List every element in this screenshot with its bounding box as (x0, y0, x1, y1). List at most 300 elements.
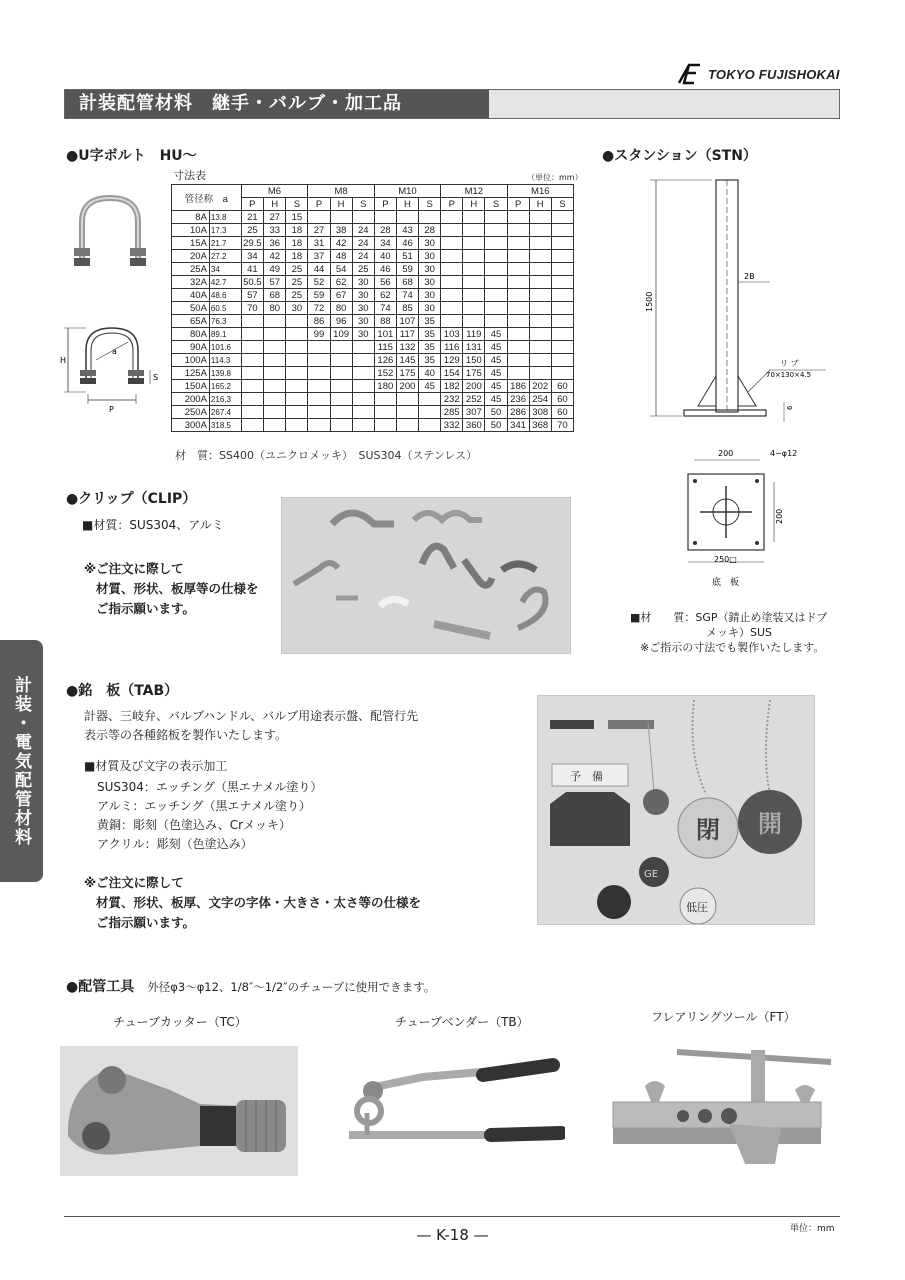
dimension-cell (264, 354, 286, 367)
dimension-cell (551, 250, 573, 263)
nominal-size-cell: 8A (172, 211, 210, 224)
dimension-cell (485, 237, 507, 250)
stanchion-heading: ●スタンション（STN） (602, 148, 757, 164)
dimension-cell: 202 (529, 380, 551, 393)
dimension-cell: 45 (485, 354, 507, 367)
dimension-cell (308, 354, 330, 367)
outer-diameter-cell: 48.6 (209, 289, 241, 302)
dimension-cell: 35 (419, 341, 441, 354)
dimension-cell (551, 276, 573, 289)
dimension-cell: 30 (352, 328, 374, 341)
dimension-cell (463, 302, 485, 315)
stanchion-rib-label: リ ブ (780, 359, 799, 368)
dimension-cell (463, 237, 485, 250)
dimension-cell: 29.5 (241, 237, 264, 250)
dimension-cell (463, 250, 485, 263)
dimension-cell: 45 (485, 367, 507, 380)
stanchion-dim-thickness: 6 (786, 405, 794, 410)
dimension-cell (507, 224, 529, 237)
dimension-cell (330, 211, 352, 224)
page-title: 計装配管材料 継手・バルブ・加工品 (65, 90, 489, 118)
dimension-cell (529, 328, 551, 341)
dimension-cell: 60 (551, 406, 573, 419)
dimension-cell (352, 380, 374, 393)
table-row (172, 276, 574, 289)
stanchion-material-l2: メッキ）SUS (706, 626, 773, 639)
dimension-cell (441, 276, 463, 289)
dimension-cell: 27 (308, 224, 330, 237)
outer-diameter-cell: 42.7 (209, 276, 241, 289)
dimension-cell (352, 211, 374, 224)
ubolt-dimension-diagram (60, 318, 170, 418)
dimension-cell: 50.5 (241, 276, 264, 289)
ubolt-subheader-cell: H (330, 198, 352, 211)
outer-diameter-cell: 267.4 (209, 406, 241, 419)
dimension-cell: 25 (286, 289, 308, 302)
dimension-cell (330, 406, 352, 419)
outer-diameter-cell: 76.3 (209, 315, 241, 328)
table-row (172, 250, 574, 263)
tab-desc-line1: 計器、三岐弁、バルブハンドル、バルブ用途表示盤、配管行先 (84, 709, 419, 723)
dimension-cell (396, 406, 418, 419)
dimension-cell: 25 (286, 263, 308, 276)
table-row (172, 367, 574, 380)
tool-label-cutter: チューブカッター（TC） (113, 1015, 247, 1029)
dimension-cell: 200 (463, 380, 485, 393)
dimension-cell: 80 (264, 302, 286, 315)
dimension-cell (374, 419, 396, 432)
tab-spec-title: ■材質及び文字の表示加工 (84, 759, 228, 773)
dimension-cell (396, 393, 418, 406)
nominal-size-cell: 32A (172, 276, 210, 289)
dimension-cell (441, 211, 463, 224)
dimension-cell (308, 211, 330, 224)
title-bar-fill (489, 90, 839, 118)
outer-diameter-cell: 114.3 (209, 354, 241, 367)
dimension-cell: 18 (286, 237, 308, 250)
nominal-size-cell: 20A (172, 250, 210, 263)
dimension-cell: 43 (396, 224, 418, 237)
clip-note-line2: ご指示願います。 (96, 601, 196, 616)
table-row (172, 380, 574, 393)
table-row (172, 289, 574, 302)
dimension-cell: 45 (485, 328, 507, 341)
ubolt-subheader-cell: P (241, 198, 264, 211)
dimension-cell: 68 (396, 276, 418, 289)
tab-spec-item: SUS304：エッチング（黒エナメル塗り） (97, 780, 323, 794)
dimension-cell: 232 (441, 393, 463, 406)
stanchion-diagram (620, 170, 840, 600)
nominal-size-cell: 40A (172, 289, 210, 302)
dimension-cell (485, 263, 507, 276)
dimension-cell: 332 (441, 419, 463, 432)
dimension-cell (463, 224, 485, 237)
tab-note-line1: 材質、形状、板厚、文字の字体・大きさ・太さ等の仕様を (96, 895, 422, 910)
dimension-cell (485, 211, 507, 224)
table-row (172, 328, 574, 341)
outer-diameter-cell: 165.2 (209, 380, 241, 393)
dimension-cell (264, 367, 286, 380)
dimension-cell: 52 (308, 276, 330, 289)
tools-description: 外径φ3〜φ12、1/8″〜1/2″のチューブに使用できます。 (147, 980, 436, 994)
dimension-cell: 38 (330, 224, 352, 237)
dimension-cell: 150 (463, 354, 485, 367)
dimension-cell: 74 (374, 302, 396, 315)
dimension-cell: 116 (441, 341, 463, 354)
dimension-cell (551, 224, 573, 237)
outer-diameter-cell: 216.3 (209, 393, 241, 406)
dimension-cell (529, 250, 551, 263)
dimension-cell: 117 (396, 328, 418, 341)
dimension-cell (441, 250, 463, 263)
tab-spec-item: アルミ：エッチング（黒エナメル塗り） (97, 799, 311, 813)
dimension-cell: 34 (241, 250, 264, 263)
dimension-cell: 34 (374, 237, 396, 250)
dimension-cell: 96 (330, 315, 352, 328)
side-category-label: 計装・電気配管材料 (11, 675, 31, 847)
dimension-cell (286, 367, 308, 380)
dimension-cell (286, 354, 308, 367)
dimension-cell: 154 (441, 367, 463, 380)
dimension-cell: 107 (396, 315, 418, 328)
outer-diameter-cell: 60.5 (209, 302, 241, 315)
dimension-cell (441, 224, 463, 237)
table-row (172, 354, 574, 367)
dimension-cell (374, 211, 396, 224)
tool-label-flaring: フレアリングツール（FT） (651, 1010, 796, 1024)
dimension-cell: 182 (441, 380, 463, 393)
outer-diameter-cell: 101.6 (209, 341, 241, 354)
dimension-cell (241, 328, 264, 341)
dimension-cell (507, 341, 529, 354)
tab-spec-item: アクリル：彫刻（色塗込み） (97, 837, 253, 851)
dimension-cell (529, 315, 551, 328)
dimension-cell: 30 (419, 276, 441, 289)
table-row (172, 393, 574, 406)
dimension-cell: 175 (396, 367, 418, 380)
plate-text-low-pressure: 低圧 (686, 901, 708, 914)
dimension-cell: 30 (419, 302, 441, 315)
dimension-cell (529, 237, 551, 250)
dimension-cell (352, 406, 374, 419)
outer-diameter-cell: 34 (209, 263, 241, 276)
dimension-cell: 86 (308, 315, 330, 328)
dimension-cell (241, 419, 264, 432)
nominal-size-cell: 10A (172, 224, 210, 237)
dimension-cell: 35 (419, 315, 441, 328)
dimension-cell (264, 315, 286, 328)
dimension-cell (241, 406, 264, 419)
dimension-cell: 62 (330, 276, 352, 289)
dimension-cell (507, 237, 529, 250)
dimension-cell (507, 263, 529, 276)
ubolt-subheader-cell: S (485, 198, 507, 211)
dimension-cell: 40 (374, 250, 396, 263)
ubolt-header-group: M12 (441, 185, 507, 198)
ubolt-dimension-table (171, 184, 574, 432)
stanchion-note: ※ご指示の寸法でも製作いたします。 (640, 641, 825, 654)
dimension-cell (286, 315, 308, 328)
dimension-cell (551, 237, 573, 250)
dimension-cell (241, 380, 264, 393)
dimension-cell (330, 341, 352, 354)
stanchion-dim-2b: 2B (744, 272, 755, 281)
dimension-cell (352, 367, 374, 380)
dimension-cell (286, 341, 308, 354)
dimension-cell (551, 302, 573, 315)
dimension-cell: 145 (396, 354, 418, 367)
dimension-cell: 30 (419, 237, 441, 250)
dimension-cell (507, 250, 529, 263)
dimension-cell (264, 341, 286, 354)
dimension-cell: 72 (308, 302, 330, 315)
dimension-cell (308, 341, 330, 354)
flaring-tool-photo (605, 1040, 835, 1170)
dimension-cell: 37 (308, 250, 330, 263)
outer-diameter-cell: 13.8 (209, 211, 241, 224)
dimension-cell (264, 393, 286, 406)
dimension-cell: 115 (374, 341, 396, 354)
outer-diameter-cell: 89.1 (209, 328, 241, 341)
dimension-cell: 54 (330, 263, 352, 276)
dimension-cell: 62 (374, 289, 396, 302)
dimension-cell: 131 (463, 341, 485, 354)
dimension-cell (352, 341, 374, 354)
dimension-cell: 45 (485, 393, 507, 406)
nominal-size-cell: 65A (172, 315, 210, 328)
dimension-cell: 74 (396, 289, 418, 302)
dimension-cell (441, 289, 463, 302)
table-row (172, 302, 574, 315)
dimension-cell: 30 (352, 276, 374, 289)
dimension-cell: 236 (507, 393, 529, 406)
nominal-size-cell: 125A (172, 367, 210, 380)
dimension-cell (551, 289, 573, 302)
dimension-cell (330, 393, 352, 406)
dimension-cell: 42 (330, 237, 352, 250)
dimension-cell (463, 315, 485, 328)
nominal-size-cell: 15A (172, 237, 210, 250)
dimension-cell (308, 393, 330, 406)
dimension-cell (529, 367, 551, 380)
base-dim-holes: 4−φ12 (770, 449, 798, 458)
dimension-cell: 30 (419, 289, 441, 302)
dimension-cell (352, 354, 374, 367)
dimension-cell: 85 (396, 302, 418, 315)
dimension-cell: 25 (286, 276, 308, 289)
dimension-cell (441, 263, 463, 276)
dimension-cell: 60 (551, 393, 573, 406)
dimension-cell: 180 (374, 380, 396, 393)
footer-unit: 単位：mm (790, 1224, 835, 1234)
dimension-cell: 126 (374, 354, 396, 367)
dimension-cell: 67 (330, 289, 352, 302)
table-row (172, 315, 574, 328)
dimension-cell (551, 367, 573, 380)
dimension-cell: 28 (419, 224, 441, 237)
dimension-cell: 109 (330, 328, 352, 341)
dimension-cell (286, 393, 308, 406)
dimension-cell: 31 (308, 237, 330, 250)
dimension-cell (463, 276, 485, 289)
dimension-cell: 285 (441, 406, 463, 419)
dimension-cell (352, 419, 374, 432)
clip-note-title: ※ご注文に際して (84, 561, 184, 576)
ubolt-heading: ●U字ボルト HU〜 (66, 148, 197, 164)
dimension-cell (286, 380, 308, 393)
dimension-cell (241, 393, 264, 406)
nominal-size-cell: 250A (172, 406, 210, 419)
dimension-cell: 57 (241, 289, 264, 302)
dimension-cell: 252 (463, 393, 485, 406)
table-row (172, 237, 574, 250)
dimension-cell: 30 (419, 250, 441, 263)
dimension-cell: 42 (264, 250, 286, 263)
dimension-cell: 360 (463, 419, 485, 432)
base-dim-width: 200 (718, 449, 734, 458)
plate-text-open: 開 (758, 810, 782, 838)
nominal-size-cell: 150A (172, 380, 210, 393)
dimension-cell: 50 (485, 406, 507, 419)
side-category-tab (0, 640, 43, 882)
outer-diameter-cell: 21.7 (209, 237, 241, 250)
dimension-cell: 56 (374, 276, 396, 289)
dimension-cell (551, 328, 573, 341)
dimension-cell (264, 328, 286, 341)
tab-heading: ●銘 板（TAB） (66, 683, 179, 699)
dimension-cell (463, 211, 485, 224)
dimension-cell (551, 341, 573, 354)
dimension-cell (241, 354, 264, 367)
outer-diameter-cell: 318.5 (209, 419, 241, 432)
dimension-cell (529, 263, 551, 276)
ubolt-subheader-cell: S (286, 198, 308, 211)
table-row (172, 211, 574, 224)
dimension-cell: 99 (308, 328, 330, 341)
dimension-cell (396, 419, 418, 432)
plate-text-close: 閉 (696, 816, 720, 844)
dimension-cell: 24 (352, 250, 374, 263)
company-logo (676, 62, 840, 86)
dimension-cell (529, 341, 551, 354)
footer-rule (64, 1216, 840, 1217)
nominal-size-cell: 300A (172, 419, 210, 432)
ubolt-subheader-cell: S (551, 198, 573, 211)
dimension-cell (507, 289, 529, 302)
dimension-cell (419, 393, 441, 406)
stanchion-material-l1: ■材 質：SGP（錆止め塗装又はドブ (630, 611, 828, 624)
dimension-cell (441, 315, 463, 328)
dimension-cell: 60 (551, 380, 573, 393)
dimension-cell (308, 406, 330, 419)
dimension-cell: 70 (241, 302, 264, 315)
dimension-cell (507, 354, 529, 367)
ubolt-header-group: M16 (507, 185, 573, 198)
dimension-cell: 68 (264, 289, 286, 302)
dimension-cell (419, 406, 441, 419)
dimension-cell (330, 354, 352, 367)
dimension-cell: 45 (485, 380, 507, 393)
nominal-size-cell: 80A (172, 328, 210, 341)
dimension-cell: 175 (463, 367, 485, 380)
dimension-cell: 88 (374, 315, 396, 328)
dimension-cell: 200 (396, 380, 418, 393)
dimension-cell: 28 (374, 224, 396, 237)
dimension-cell (529, 302, 551, 315)
dimension-cell (463, 289, 485, 302)
dimension-cell (241, 341, 264, 354)
dimension-cell: 57 (264, 276, 286, 289)
ubolt-photo (64, 192, 159, 284)
dimension-cell (308, 367, 330, 380)
dimension-cell (507, 328, 529, 341)
dimension-cell: 24 (352, 237, 374, 250)
dimension-cell: 36 (264, 237, 286, 250)
dimension-cell: 33 (264, 224, 286, 237)
page-number: — K-18 — (416, 1226, 489, 1244)
dimension-cell: 49 (264, 263, 286, 276)
dimension-cell (308, 380, 330, 393)
dimension-cell: 30 (352, 315, 374, 328)
tab-desc-line2: 表示等の各種銘板を製作いたします。 (84, 728, 288, 742)
nominal-size-cell: 50A (172, 302, 210, 315)
dimension-cell (485, 289, 507, 302)
dimension-cell (264, 419, 286, 432)
dimension-cell: 101 (374, 328, 396, 341)
ubolt-subheader-cell: P (308, 198, 330, 211)
dimension-cell: 25 (241, 224, 264, 237)
dimension-cell (485, 224, 507, 237)
dimension-cell: 48 (330, 250, 352, 263)
ubolt-subheader-cell: P (441, 198, 463, 211)
tab-spec-item: 黄銅：彫刻（色塗込み、Crメッキ） (97, 818, 292, 832)
dimension-cell: 35 (419, 328, 441, 341)
dimension-cell: 341 (507, 419, 529, 432)
ubolt-subheader-cell: H (396, 198, 418, 211)
dimension-cell (374, 393, 396, 406)
tools-heading: ●配管工具 (66, 979, 135, 995)
dimension-cell: 24 (352, 224, 374, 237)
dimension-cell: 30 (419, 263, 441, 276)
dimension-cell: 254 (529, 393, 551, 406)
dimension-cell (330, 367, 352, 380)
dimension-cell (485, 302, 507, 315)
dimension-cell: 18 (286, 224, 308, 237)
dimension-cell (529, 224, 551, 237)
dimension-cell: 46 (396, 237, 418, 250)
dimension-cell (352, 393, 374, 406)
dimension-cell: 30 (352, 302, 374, 315)
dimension-cell: 368 (529, 419, 551, 432)
ubolt-label-s: S (153, 373, 159, 382)
dimension-cell (551, 211, 573, 224)
tab-note-title: ※ご注文に際して (84, 875, 184, 890)
ubolt-table-unit: （単位：mm） (527, 173, 583, 182)
table-row (172, 341, 574, 354)
table-row (172, 224, 574, 237)
dimension-cell: 51 (396, 250, 418, 263)
dimension-cell: 59 (308, 289, 330, 302)
dimension-cell: 286 (507, 406, 529, 419)
dimension-cell (241, 315, 264, 328)
dimension-cell (485, 315, 507, 328)
dimension-cell: 59 (396, 263, 418, 276)
nominal-size-cell: 90A (172, 341, 210, 354)
dimension-cell (529, 276, 551, 289)
nominal-size-cell: 100A (172, 354, 210, 367)
dimension-cell: 18 (286, 250, 308, 263)
dimension-cell: 30 (352, 289, 374, 302)
